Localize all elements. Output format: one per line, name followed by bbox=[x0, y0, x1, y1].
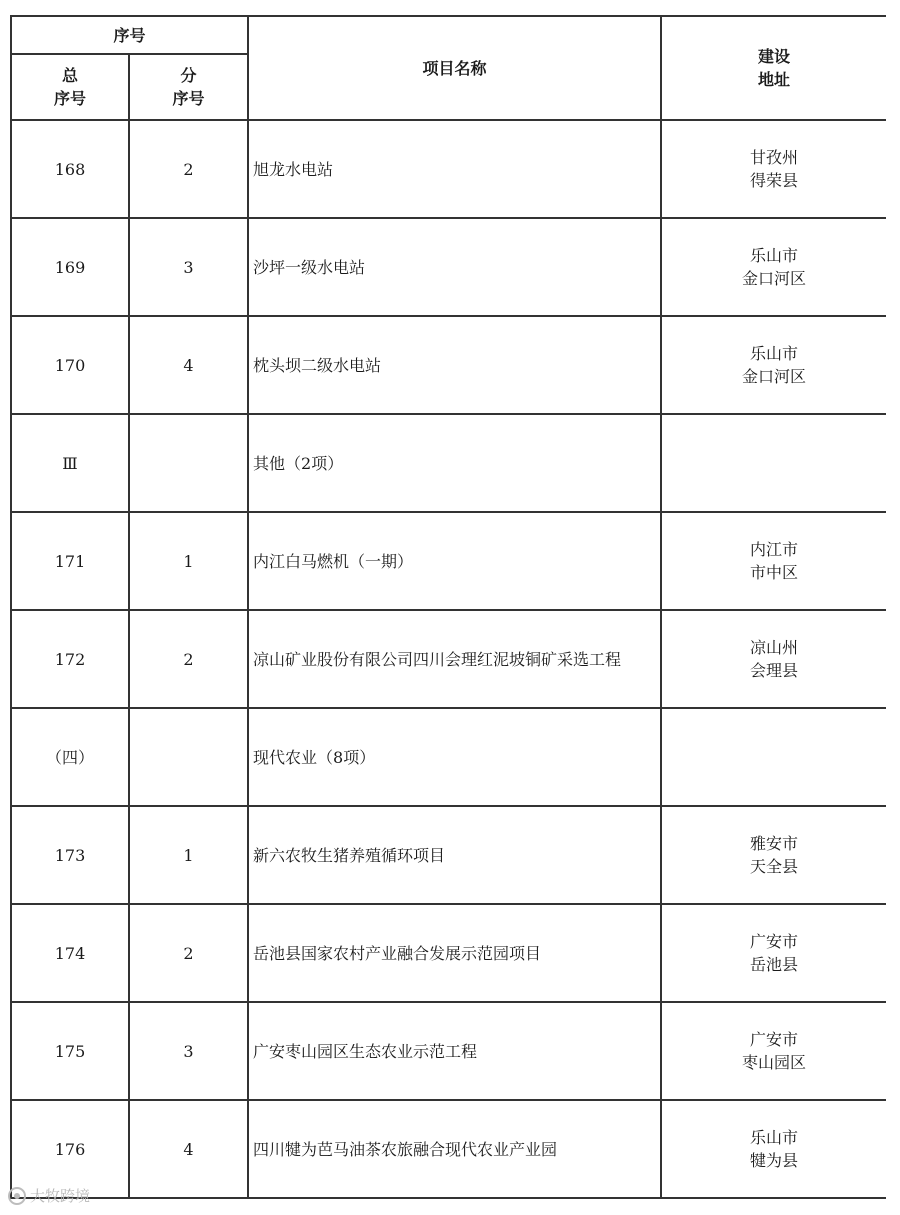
header-total-seq: 总 序号 bbox=[11, 54, 129, 120]
cell-location: 乐山市 金口河区 bbox=[661, 218, 886, 316]
cell-sub-seq: 4 bbox=[129, 316, 248, 414]
cell-sub-seq: 4 bbox=[129, 1100, 248, 1198]
header-location: 建设 地址 bbox=[661, 16, 886, 120]
cell-location: 内江市 市中区 bbox=[661, 512, 886, 610]
cell-sub-seq: 3 bbox=[129, 1002, 248, 1100]
cell-total-seq: 168 bbox=[11, 120, 129, 218]
cell-project-name: 四川犍为芭马油茶农旅融合现代农业产业园 bbox=[248, 1100, 661, 1198]
table-row bbox=[11, 904, 886, 1002]
cell-project-name: 旭龙水电站 bbox=[248, 120, 661, 218]
cell-project-name: 其他（2项） bbox=[248, 414, 661, 512]
cell-total-seq: 170 bbox=[11, 316, 129, 414]
cell-location bbox=[661, 414, 886, 512]
cell-project-name: 新六农牧生猪养殖循环项目 bbox=[248, 806, 661, 904]
table-row bbox=[11, 512, 886, 610]
cell-sub-seq: 2 bbox=[129, 120, 248, 218]
cell-total-seq: 173 bbox=[11, 806, 129, 904]
cell-location: 广安市 岳池县 bbox=[661, 904, 886, 1002]
cell-sub-seq: 1 bbox=[129, 512, 248, 610]
cell-total-seq: 172 bbox=[11, 610, 129, 708]
cell-location: 甘孜州 得荣县 bbox=[661, 120, 886, 218]
table-row bbox=[11, 316, 886, 414]
cell-sub-seq: 2 bbox=[129, 610, 248, 708]
header-project-name: 项目名称 bbox=[248, 16, 661, 120]
cell-sub-seq: 3 bbox=[129, 218, 248, 316]
cell-sub-seq bbox=[129, 414, 248, 512]
cell-location: 乐山市 金口河区 bbox=[661, 316, 886, 414]
table-body bbox=[11, 120, 886, 1198]
cell-project-name: 凉山矿业股份有限公司四川会理红泥坡铜矿采选工程 bbox=[248, 610, 661, 708]
cell-location: 乐山市 犍为县 bbox=[661, 1100, 886, 1198]
cell-project-name: 枕头坝二级水电站 bbox=[248, 316, 661, 414]
cell-total-seq: 171 bbox=[11, 512, 129, 610]
table-row-section bbox=[11, 414, 886, 512]
cell-location: 广安市 枣山园区 bbox=[661, 1002, 886, 1100]
cell-sub-seq: 2 bbox=[129, 904, 248, 1002]
project-table-container bbox=[10, 15, 886, 1215]
cell-project-name: 现代农业（8项） bbox=[248, 708, 661, 806]
cell-project-name: 广安枣山园区生态农业示范工程 bbox=[248, 1002, 661, 1100]
cell-sub-seq: 1 bbox=[129, 806, 248, 904]
header-sub-seq: 分 序号 bbox=[129, 54, 248, 120]
project-table bbox=[10, 15, 886, 1199]
table-row bbox=[11, 120, 886, 218]
cell-total-seq: 176 bbox=[11, 1100, 129, 1198]
table-row bbox=[11, 218, 886, 316]
cell-location: 雅安市 天全县 bbox=[661, 806, 886, 904]
cell-total-seq: 175 bbox=[11, 1002, 129, 1100]
cell-project-name: 岳池县国家农村产业融合发展示范园项目 bbox=[248, 904, 661, 1002]
table-header bbox=[11, 16, 886, 120]
watermark-text: 大牧跨境 bbox=[30, 1187, 91, 1205]
cell-total-seq: （四） bbox=[11, 708, 129, 806]
watermark bbox=[8, 1185, 90, 1206]
table-row bbox=[11, 1100, 886, 1198]
chat-bubble-icon bbox=[8, 1187, 26, 1205]
cell-location bbox=[661, 708, 886, 806]
cell-total-seq: 174 bbox=[11, 904, 129, 1002]
table-row bbox=[11, 1002, 886, 1100]
cell-project-name: 内江白马燃机（一期） bbox=[248, 512, 661, 610]
cell-sub-seq bbox=[129, 708, 248, 806]
cell-project-name: 沙坪一级水电站 bbox=[248, 218, 661, 316]
table-row bbox=[11, 610, 886, 708]
cell-total-seq: Ⅲ bbox=[11, 414, 129, 512]
header-seq-group: 序号 bbox=[11, 16, 248, 54]
cell-total-seq: 169 bbox=[11, 218, 129, 316]
cell-location: 凉山州 会理县 bbox=[661, 610, 886, 708]
table-row-section bbox=[11, 708, 886, 806]
table-row bbox=[11, 806, 886, 904]
